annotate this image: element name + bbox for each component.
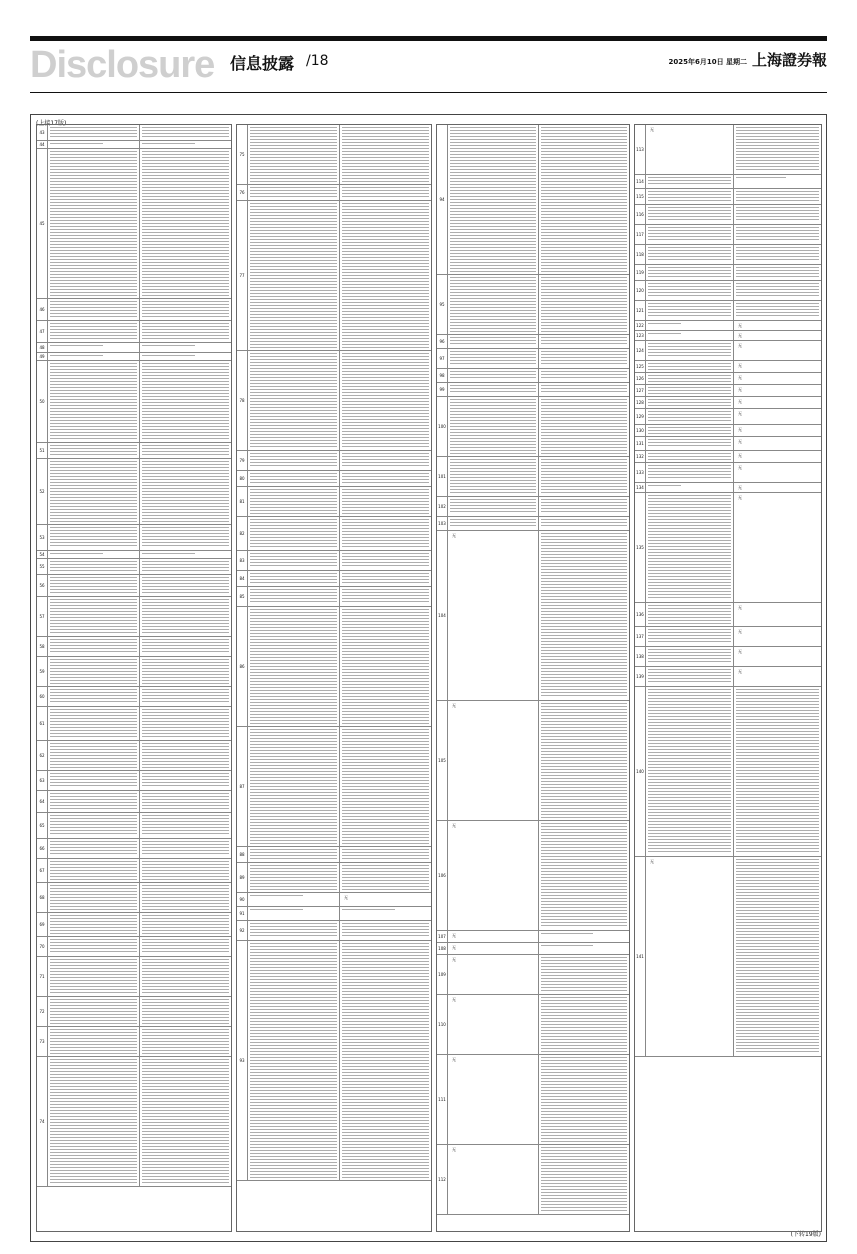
table-row: 76 <box>237 185 431 201</box>
none-marker: 无 <box>738 453 742 458</box>
table-row: 74 <box>37 1057 231 1187</box>
table-column-4 <box>634 124 822 1232</box>
table-row: 49 <box>37 353 231 361</box>
table-row: 89 <box>237 863 431 893</box>
table-row: 124 无 <box>635 341 821 361</box>
table-row: 47 <box>37 321 231 343</box>
table-row: 128 无 <box>635 397 821 409</box>
newspaper-name: 上海證券報 <box>751 51 827 69</box>
table-row: 123 无 <box>635 331 821 341</box>
table-row: 53 <box>37 525 231 551</box>
none-marker: 无 <box>738 669 742 674</box>
table-row: 57 <box>37 597 231 637</box>
table-row: 58 <box>37 637 231 657</box>
table-row: 45 <box>37 149 231 299</box>
continued-to: (下转19版) <box>790 1231 821 1238</box>
table-row: 60 <box>37 687 231 707</box>
table-row: 90 无 <box>237 893 431 907</box>
none-marker: 无 <box>452 957 456 962</box>
table-row: 127 无 <box>635 385 821 397</box>
table-row: 102 <box>437 497 629 517</box>
issue-date: 2025年6月10日 星期二 <box>668 58 747 66</box>
table-row: 141 无 <box>635 857 821 1057</box>
table-row: 54 <box>37 551 231 559</box>
table-row: 51 <box>37 443 231 459</box>
table-row: 110 无 <box>437 995 629 1055</box>
none-marker: 无 <box>738 399 742 404</box>
table-row: 87 <box>237 727 431 847</box>
table-row: 88 <box>237 847 431 863</box>
table-row: 114 <box>635 175 821 189</box>
none-marker: 无 <box>452 703 456 708</box>
table-row: 115 <box>635 189 821 205</box>
none-marker: 无 <box>738 375 742 380</box>
brand-logo: Disclosure <box>30 44 215 86</box>
table-row: 125 无 <box>635 361 821 373</box>
table-column-1 <box>36 124 232 1232</box>
table-row: 118 <box>635 245 821 265</box>
page-number: /18 <box>306 53 329 69</box>
table-row: 122 无 <box>635 321 821 331</box>
table-row: 77 <box>237 201 431 351</box>
table-row: 63 <box>37 771 231 791</box>
none-marker: 无 <box>452 1147 456 1152</box>
none-marker: 无 <box>452 533 456 538</box>
table-row: 100 <box>437 397 629 457</box>
continued-from: (上接17版) <box>36 120 67 127</box>
none-marker: 无 <box>738 485 742 490</box>
table-row: 72 <box>37 997 231 1027</box>
none-marker: 无 <box>452 933 456 938</box>
none-marker: 无 <box>452 945 456 950</box>
table-row: 79 <box>237 451 431 471</box>
table-row: 67 <box>37 859 231 883</box>
table-row: 43 <box>37 125 231 141</box>
table-row: 129 无 <box>635 409 821 425</box>
table-row: 52 <box>37 459 231 525</box>
table-row: 130 无 <box>635 425 821 437</box>
none-marker: 无 <box>738 439 742 444</box>
none-marker: 无 <box>452 1057 456 1062</box>
table-row: 120 <box>635 281 821 301</box>
table-row: 69 <box>37 913 231 937</box>
none-marker: 无 <box>344 895 348 900</box>
table-row: 121 <box>635 301 821 321</box>
table-row: 134 无 <box>635 483 821 493</box>
none-marker: 无 <box>738 333 742 338</box>
table-row: 78 <box>237 351 431 451</box>
table-row: 103 <box>437 517 629 531</box>
none-marker: 无 <box>738 605 742 610</box>
table-row: 75 <box>237 125 431 185</box>
table-row: 59 <box>37 657 231 687</box>
none-marker: 无 <box>650 127 654 132</box>
table-row: 80 <box>237 471 431 487</box>
none-marker: 无 <box>738 411 742 416</box>
table-row: 56 <box>37 575 231 597</box>
top-bar <box>30 36 827 41</box>
table-row: 106 无 <box>437 821 629 931</box>
table-row: 126 无 <box>635 373 821 385</box>
table-row: 116 <box>635 205 821 225</box>
table-row: 64 <box>37 791 231 813</box>
table-row: 82 <box>237 517 431 551</box>
table-row: 97 <box>437 349 629 369</box>
table-row: 84 <box>237 571 431 587</box>
table-row: 46 <box>37 299 231 321</box>
table-row: 95 <box>437 275 629 335</box>
table-row: 109 无 <box>437 955 629 995</box>
table-row: 131 无 <box>635 437 821 451</box>
table-column-2 <box>236 124 432 1232</box>
table-row: 83 <box>237 551 431 571</box>
table-row: 85 <box>237 587 431 607</box>
table-row: 66 <box>37 839 231 859</box>
table-row: 135 无 <box>635 493 821 603</box>
table-row: 94 <box>437 125 629 275</box>
table-row: 133 无 <box>635 463 821 483</box>
none-marker: 无 <box>738 323 742 328</box>
none-marker: 无 <box>738 649 742 654</box>
table-row: 108 无 <box>437 943 629 955</box>
table-row: 137 无 <box>635 627 821 647</box>
none-marker: 无 <box>738 427 742 432</box>
table-row: 138 无 <box>635 647 821 667</box>
table-row: 50 <box>37 361 231 443</box>
table-row: 139 无 <box>635 667 821 687</box>
none-marker: 无 <box>650 859 654 864</box>
table-row: 71 <box>37 957 231 997</box>
table-row: 73 <box>37 1027 231 1057</box>
table-row: 105 无 <box>437 701 629 821</box>
none-marker: 无 <box>738 363 742 368</box>
table-row: 96 <box>437 335 629 349</box>
table-row: 104 无 <box>437 531 629 701</box>
table-row: 111 无 <box>437 1055 629 1145</box>
table-row: 99 <box>437 383 629 397</box>
table-row: 136 无 <box>635 603 821 627</box>
section-title: 信息披露 <box>230 54 295 73</box>
table-row: 91 <box>237 907 431 921</box>
none-marker: 无 <box>738 343 742 348</box>
table-row: 93 <box>237 941 431 1181</box>
table-row: 132 无 <box>635 451 821 463</box>
none-marker: 无 <box>738 495 742 500</box>
table-row: 119 <box>635 265 821 281</box>
table-row: 86 <box>237 607 431 727</box>
table-row: 62 <box>37 741 231 771</box>
page-header <box>30 45 827 87</box>
table-row: 107 无 <box>437 931 629 943</box>
none-marker: 无 <box>452 823 456 828</box>
table-row: 140 <box>635 687 821 857</box>
none-marker: 无 <box>452 997 456 1002</box>
table-row: 65 <box>37 813 231 839</box>
table-row: 92 <box>237 921 431 941</box>
table-row: 48 <box>37 343 231 353</box>
table-row: 117 <box>635 225 821 245</box>
table-row: 44 <box>37 141 231 149</box>
table-row: 98 <box>437 369 629 383</box>
table-row: 55 <box>37 559 231 575</box>
table-row: 61 <box>37 707 231 741</box>
table-row: 101 <box>437 457 629 497</box>
table-row: 81 <box>237 487 431 517</box>
none-marker: 无 <box>738 629 742 634</box>
table-row: 113 无 <box>635 125 821 175</box>
table-column-3 <box>436 124 630 1232</box>
none-marker: 无 <box>738 387 742 392</box>
header-rule <box>30 92 827 93</box>
table-row: 68 <box>37 883 231 913</box>
table-row: 112 无 <box>437 1145 629 1215</box>
table-row: 70 <box>37 937 231 957</box>
none-marker: 无 <box>738 465 742 470</box>
